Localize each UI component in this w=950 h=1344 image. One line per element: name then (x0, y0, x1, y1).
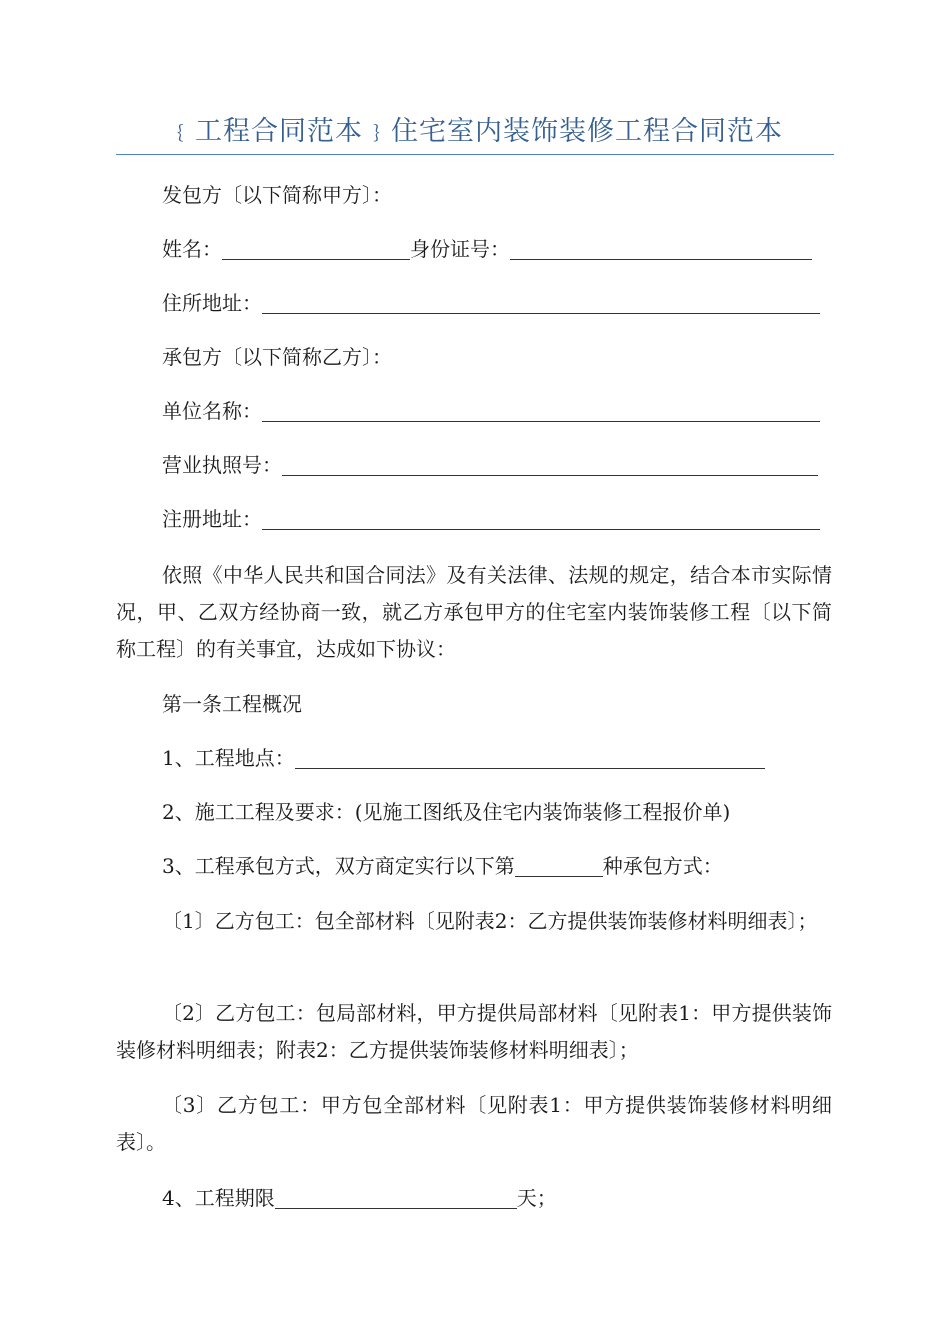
name-label: 姓名： (162, 237, 222, 261)
party-a-name-row (162, 231, 812, 267)
duration-prefix: 4、工程期限 (162, 1186, 275, 1210)
party-b-license-row (162, 447, 818, 483)
name-blank[interactable] (222, 235, 410, 260)
option-3-paragraph: 〔3〕乙方包工：甲方包全部材料〔见附表1：甲方提供装饰装修材料明细表〕。 (116, 1093, 832, 1154)
license-blank[interactable] (282, 451, 818, 476)
contract-method-row (162, 848, 723, 884)
party-a-address-row (162, 285, 820, 321)
party-b-reg-address-row (162, 501, 820, 537)
reg-address-label: 注册地址： (162, 507, 262, 531)
party-a-heading: 发包方〔以下简称甲方〕： (162, 183, 392, 207)
duration-blank[interactable] (275, 1184, 517, 1209)
site-location-blank[interactable] (295, 744, 765, 769)
option-2-paragraph: 〔2〕乙方包工：包局部材料，甲方提供局部材料〔见附表1：甲方提供装饰装修材料明细表；附表2：乙方提供装饰装修材料明细表〕； (116, 1001, 832, 1062)
site-location-row (162, 740, 765, 776)
duration-row (162, 1180, 557, 1216)
unit-label: 单位名称： (162, 399, 262, 423)
license-label: 营业执照号： (162, 453, 282, 477)
contract-method-suffix: 种承包方式： (602, 854, 723, 878)
id-label: 身份证号： (410, 237, 510, 261)
party-b-heading: 承包方〔以下简称乙方〕： (162, 345, 392, 369)
duration-suffix: 天； (516, 1186, 557, 1210)
id-blank[interactable] (510, 235, 812, 260)
address-label: 住所地址： (162, 291, 262, 315)
party-b-unit-row (162, 393, 820, 429)
address-blank[interactable] (262, 289, 820, 314)
intro-paragraph: 依照《中华人民共和国合同法》及有关法律、法规的规定，结合本市实际情况，甲、乙双方经协商一致，就乙方承包甲方的住宅室内装饰装修工程〔以下简称工程〕的有关事宜，达成如下协议： (116, 563, 832, 661)
site-location-label: 1、工程地点： (162, 746, 295, 770)
reg-address-blank[interactable] (262, 505, 820, 530)
option-1-paragraph: 〔1〕乙方包工：包全部材料〔见附表2：乙方提供装饰装修材料明细表〕； (162, 909, 818, 933)
contract-method-prefix: 3、工程承包方式，双方商定实行以下第 (162, 854, 515, 878)
contract-method-blank[interactable] (515, 852, 603, 877)
construction-requirements: 2、施工工程及要求：(见施工图纸及住宅内装饰装修工程报价单) (162, 800, 731, 824)
title-underline (116, 154, 834, 155)
document-title: ﹛工程合同范本﹜住宅室内装饰装修工程合同范本 (167, 116, 783, 147)
article1-heading: 第一条工程概况 (162, 692, 302, 716)
unit-blank[interactable] (262, 397, 820, 422)
